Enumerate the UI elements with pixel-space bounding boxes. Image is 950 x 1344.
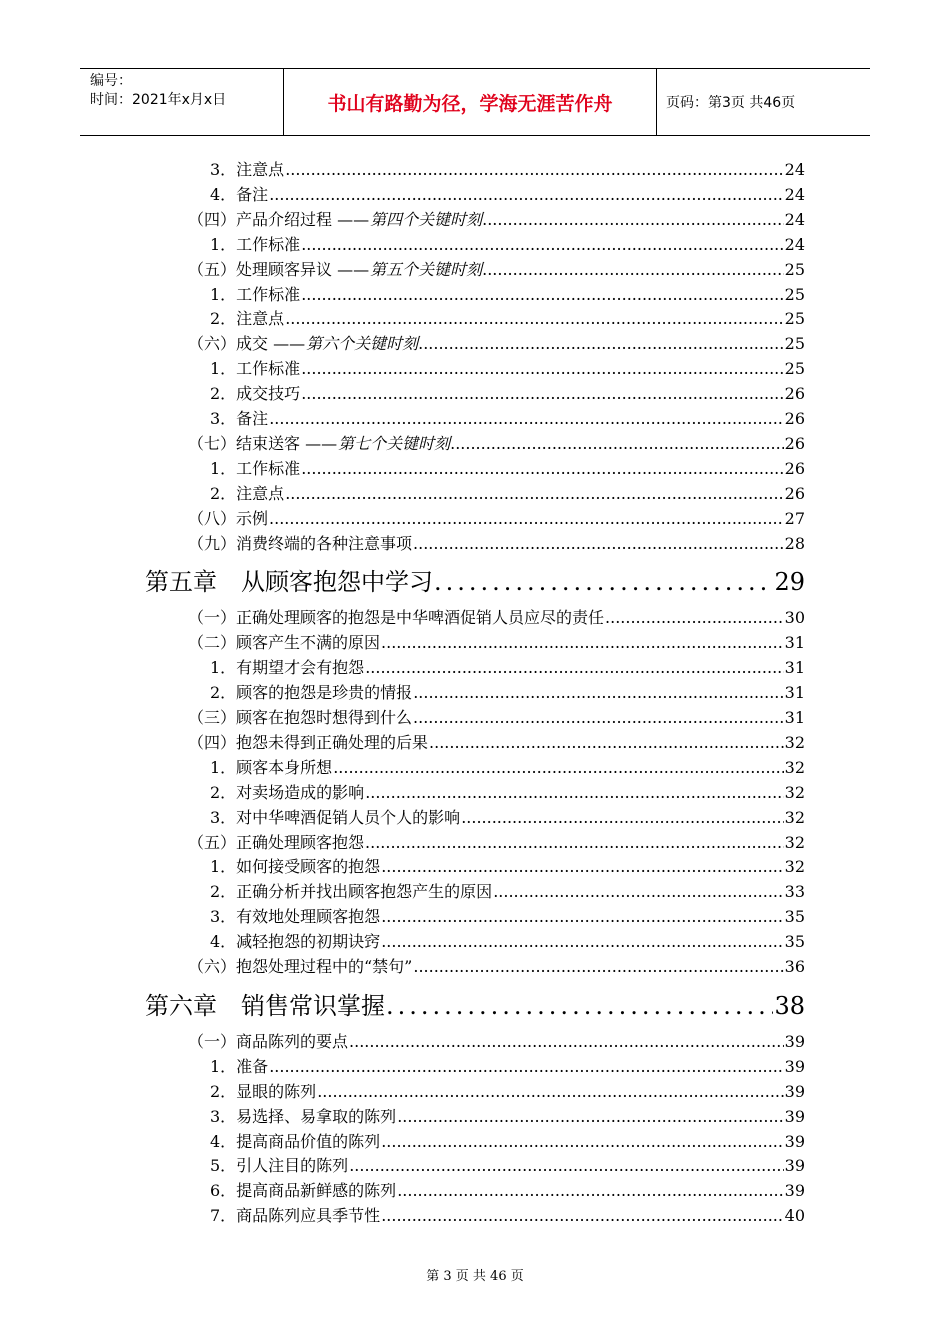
toc-leader-dots — [429, 731, 784, 755]
toc-page-number: 32 — [784, 732, 805, 752]
toc-leader-dots — [301, 233, 783, 257]
toc-page-number: 32 — [784, 832, 805, 852]
toc-leader-dots — [386, 986, 773, 1026]
page-header — [80, 68, 870, 136]
toc-page-number: 25 — [784, 284, 805, 304]
toc-entry-label: 1．工作标准 — [210, 284, 301, 304]
toc-leader-dots — [413, 532, 784, 556]
page-footer: 第 3 页 共 46 页 — [426, 1269, 524, 1284]
toc-entry-emphasis: 第七个关键时刻 — [338, 433, 451, 453]
toc-entry-emphasis: 第四个关键时刻 — [370, 209, 483, 229]
toc-leader-dots — [397, 1105, 783, 1129]
toc-leader-dots — [365, 781, 783, 805]
toc-leader-dots — [482, 208, 784, 232]
toc-leader-dots — [413, 681, 783, 705]
toc-entry-label: （九）消费终端的各种注意事项 — [188, 533, 413, 553]
toc-entry[interactable] — [210, 407, 805, 431]
toc-leader-dots — [434, 562, 773, 602]
toc-leader-dots — [269, 183, 783, 207]
toc-leader-dots — [301, 382, 783, 406]
toc-entry[interactable] — [210, 1179, 805, 1203]
toc-leader-dots — [461, 806, 783, 830]
toc-page-number: 39 — [784, 1181, 805, 1201]
toc-page-number: 26 — [784, 483, 805, 503]
toc-entry[interactable] — [188, 831, 805, 855]
toc-entry-label: 2．注意点 — [210, 483, 285, 503]
toc-page-number: 30 — [784, 608, 805, 628]
toc-leader-dots — [482, 258, 784, 282]
toc-entry[interactable] — [210, 1055, 805, 1079]
toc-leader-dots — [381, 631, 784, 655]
toc-leader-dots — [349, 1154, 783, 1178]
toc-entry[interactable] — [210, 656, 805, 680]
toc-entry[interactable] — [210, 1204, 805, 1228]
toc-entry-label: 1．准备 — [210, 1056, 269, 1076]
toc-leader-dots — [605, 606, 784, 630]
toc-page-number: 32 — [784, 757, 805, 777]
toc-leader-dots — [450, 432, 784, 456]
toc-entry-label: （六）成交 —— — [188, 334, 306, 354]
toc-leader-dots — [381, 930, 783, 954]
toc-page-number: 39 — [784, 1106, 805, 1126]
toc-entry-label: 4．备注 — [210, 184, 269, 204]
toc-entry[interactable] — [210, 183, 805, 207]
toc-entry[interactable] — [210, 158, 805, 182]
toc-entry[interactable] — [210, 457, 805, 481]
toc-page-number: 26 — [784, 458, 805, 478]
toc-entry-label: （五）正确处理顾客抱怨 — [188, 832, 365, 852]
toc-entry[interactable] — [188, 606, 805, 630]
toc-chapter[interactable] — [145, 562, 805, 602]
toc-leader-dots — [301, 283, 783, 307]
toc-page-number: 31 — [784, 708, 805, 727]
toc-entry[interactable] — [210, 307, 805, 331]
toc-page-number: 29 — [774, 568, 805, 597]
toc-leader-dots — [301, 357, 783, 381]
toc-entry[interactable] — [210, 905, 805, 929]
toc-entry[interactable] — [210, 806, 805, 830]
toc-leader-dots — [269, 507, 784, 531]
toc-entry[interactable] — [210, 1105, 805, 1129]
toc-entry[interactable] — [210, 1130, 805, 1154]
toc-leader-dots — [381, 855, 783, 879]
toc-entry-label: （四）产品介绍过程 —— — [188, 209, 370, 229]
toc-page-number: 27 — [784, 508, 805, 528]
toc-entry-label: 1．顾客本身所想 — [210, 757, 333, 777]
toc-entry[interactable] — [188, 507, 805, 531]
toc-leader-dots — [381, 1130, 783, 1154]
toc-leader-dots — [413, 955, 783, 979]
toc-page-number: 25 — [784, 309, 805, 329]
number-label: 编号： — [90, 73, 132, 89]
toc-entry-label: 4．减轻抱怨的初期诀窍 — [210, 932, 381, 952]
toc-leader-dots — [349, 1030, 784, 1054]
toc-entry-label: 5．引人注目的陈列 — [210, 1156, 349, 1176]
toc-leader-dots — [301, 457, 783, 481]
toc-page-number: 39 — [784, 1081, 805, 1101]
toc-page-number: 40 — [784, 1206, 805, 1226]
toc-entry-label: 1．如何接受顾客的抱怨 — [210, 857, 381, 877]
toc-entry-label: 第五章 从顾客抱怨中学习 — [145, 568, 433, 597]
toc-entry-label: （一）正确处理顾客的抱怨是中华啤酒促销人员应尽的责任 — [188, 608, 605, 628]
toc-entry-label: （四）抱怨未得到正确处理的后果 — [188, 732, 429, 752]
toc-page-number: 39 — [784, 1131, 805, 1151]
toc-leader-dots — [285, 158, 783, 182]
toc-entry[interactable] — [210, 855, 805, 879]
toc-leader-dots — [381, 1204, 783, 1228]
toc-leader-dots — [493, 880, 783, 904]
toc-entry[interactable] — [210, 233, 805, 257]
toc-page-number: 32 — [784, 782, 805, 802]
toc-page-number: 26 — [784, 409, 805, 428]
toc-entry[interactable] — [210, 930, 805, 954]
toc-page-number: 35 — [784, 907, 805, 927]
toc-entry[interactable] — [188, 432, 805, 456]
toc-page-number: 28 — [784, 533, 805, 553]
toc-page-number: 24 — [784, 184, 805, 204]
toc-page-number: 32 — [784, 857, 805, 877]
toc-entry[interactable] — [210, 382, 805, 406]
date-label: 时间：2021年x月x日 — [90, 92, 227, 108]
toc-entry-emphasis: 第五个关键时刻 — [370, 259, 483, 279]
toc-entry[interactable] — [188, 631, 805, 655]
toc-entry[interactable] — [188, 1030, 805, 1054]
toc-page-number: 26 — [784, 433, 805, 453]
toc-entry-label: 1．工作标准 — [210, 234, 301, 254]
toc-entry-label: （二）顾客产生不满的原因 — [188, 633, 381, 653]
toc-entry[interactable] — [210, 756, 805, 780]
toc-entry[interactable] — [210, 880, 805, 904]
toc-page-number: 24 — [784, 234, 805, 254]
toc-page-number: 26 — [784, 384, 805, 404]
toc-leader-dots — [285, 482, 783, 506]
toc-entry-label: 2．顾客的抱怨是珍贵的情报 — [210, 683, 413, 703]
toc-page-number: 39 — [784, 1031, 805, 1051]
toc-entry-label: 3．对中华啤酒促销人员个人的影响 — [210, 807, 461, 827]
toc-entry[interactable] — [188, 731, 805, 755]
toc-entry-label: 2．成交技巧 — [210, 384, 301, 404]
toc-entry[interactable] — [210, 482, 805, 506]
toc-page-number: 36 — [784, 957, 805, 976]
toc-entry-label: 1．工作标准 — [210, 458, 301, 478]
toc-entry-label: 3．易选择、易拿取的陈列 — [210, 1106, 397, 1126]
toc-page-number: 31 — [784, 633, 805, 653]
toc-page-number: 39 — [784, 1156, 805, 1176]
header-motto: 书山有路勤为径，学海无涯苦作舟 — [283, 69, 657, 135]
toc-entry-label: （六）抱怨处理过程中的“禁句” — [188, 957, 413, 976]
toc-page-number: 24 — [784, 209, 805, 229]
toc-page-number: 39 — [784, 1056, 805, 1076]
toc-leader-dots — [317, 1080, 783, 1104]
toc-entry-label: 2．正确分析并找出顾客抱怨产生的原因 — [210, 882, 493, 902]
toc-entry-label: （三）顾客在抱怨时想得到什么 — [188, 708, 413, 727]
header-page-label: 页码：第3页 共46页 — [666, 95, 796, 111]
toc-leader-dots — [269, 407, 783, 431]
toc-page-number: 35 — [784, 932, 805, 952]
toc-entry[interactable] — [188, 532, 805, 556]
header-meta — [80, 69, 283, 135]
toc-leader-dots — [365, 831, 784, 855]
toc-page-number: 31 — [784, 683, 805, 703]
toc-entry[interactable] — [210, 681, 805, 705]
toc-page-number: 25 — [784, 359, 805, 379]
toc-entry-label: （八）示例 — [188, 508, 269, 528]
toc-entry-label: （五）处理顾客异议 —— — [188, 259, 370, 279]
toc-entry-emphasis: 第六个关键时刻 — [306, 334, 419, 354]
toc-entry[interactable] — [210, 283, 805, 307]
toc-entry-label: （七）结束送客 —— — [188, 433, 338, 453]
toc-page-number: 24 — [784, 160, 805, 179]
toc-page-number: 25 — [784, 334, 805, 354]
toc-entry[interactable] — [188, 258, 805, 282]
toc-page-number: 32 — [784, 807, 805, 827]
toc-entry-label: 3．有效地处理顾客抱怨 — [210, 907, 381, 927]
toc-page-number: 38 — [774, 991, 805, 1020]
toc-entry-label: 2．显眼的陈列 — [210, 1081, 317, 1101]
toc-entry-label: 6．提高商品新鲜感的陈列 — [210, 1181, 397, 1201]
toc-entry[interactable] — [210, 1080, 805, 1104]
toc-entry-label: 3．注意点 — [210, 160, 285, 179]
toc-entry-label: 第六章 销售常识掌握 — [145, 991, 385, 1020]
toc-leader-dots — [333, 756, 783, 780]
toc-leader-dots — [418, 332, 784, 356]
toc-entry[interactable] — [188, 208, 805, 232]
toc-entry-label: 4．提高商品价值的陈列 — [210, 1131, 381, 1151]
toc-entry-label: 2．对卖场造成的影响 — [210, 782, 365, 802]
toc-leader-dots — [269, 1055, 783, 1079]
toc-entry[interactable] — [210, 781, 805, 805]
toc-leader-dots — [381, 905, 783, 929]
toc-entry[interactable] — [188, 706, 805, 730]
toc-entry-label: 3．备注 — [210, 409, 269, 428]
toc-entry[interactable] — [210, 1154, 805, 1178]
toc-entry-label: 1．有期望才会有抱怨 — [210, 658, 365, 678]
toc-leader-dots — [397, 1179, 783, 1203]
toc-entry[interactable] — [188, 332, 805, 356]
toc-entry-label: 1．工作标准 — [210, 359, 301, 379]
toc-leader-dots — [285, 307, 783, 331]
toc-entry[interactable] — [210, 357, 805, 381]
toc-entry-label: 2．注意点 — [210, 309, 285, 329]
toc-leader-dots — [413, 706, 784, 730]
toc-leader-dots — [365, 656, 783, 680]
toc-page-number: 25 — [784, 259, 805, 279]
toc-page-number: 33 — [784, 882, 805, 902]
toc-page-number: 31 — [784, 658, 805, 678]
toc-entry-label: （一）商品陈列的要点 — [188, 1031, 349, 1051]
toc-chapter[interactable] — [145, 986, 805, 1026]
toc-entry-label: 7．商品陈列应具季节性 — [210, 1206, 381, 1226]
toc-entry[interactable] — [188, 955, 805, 979]
